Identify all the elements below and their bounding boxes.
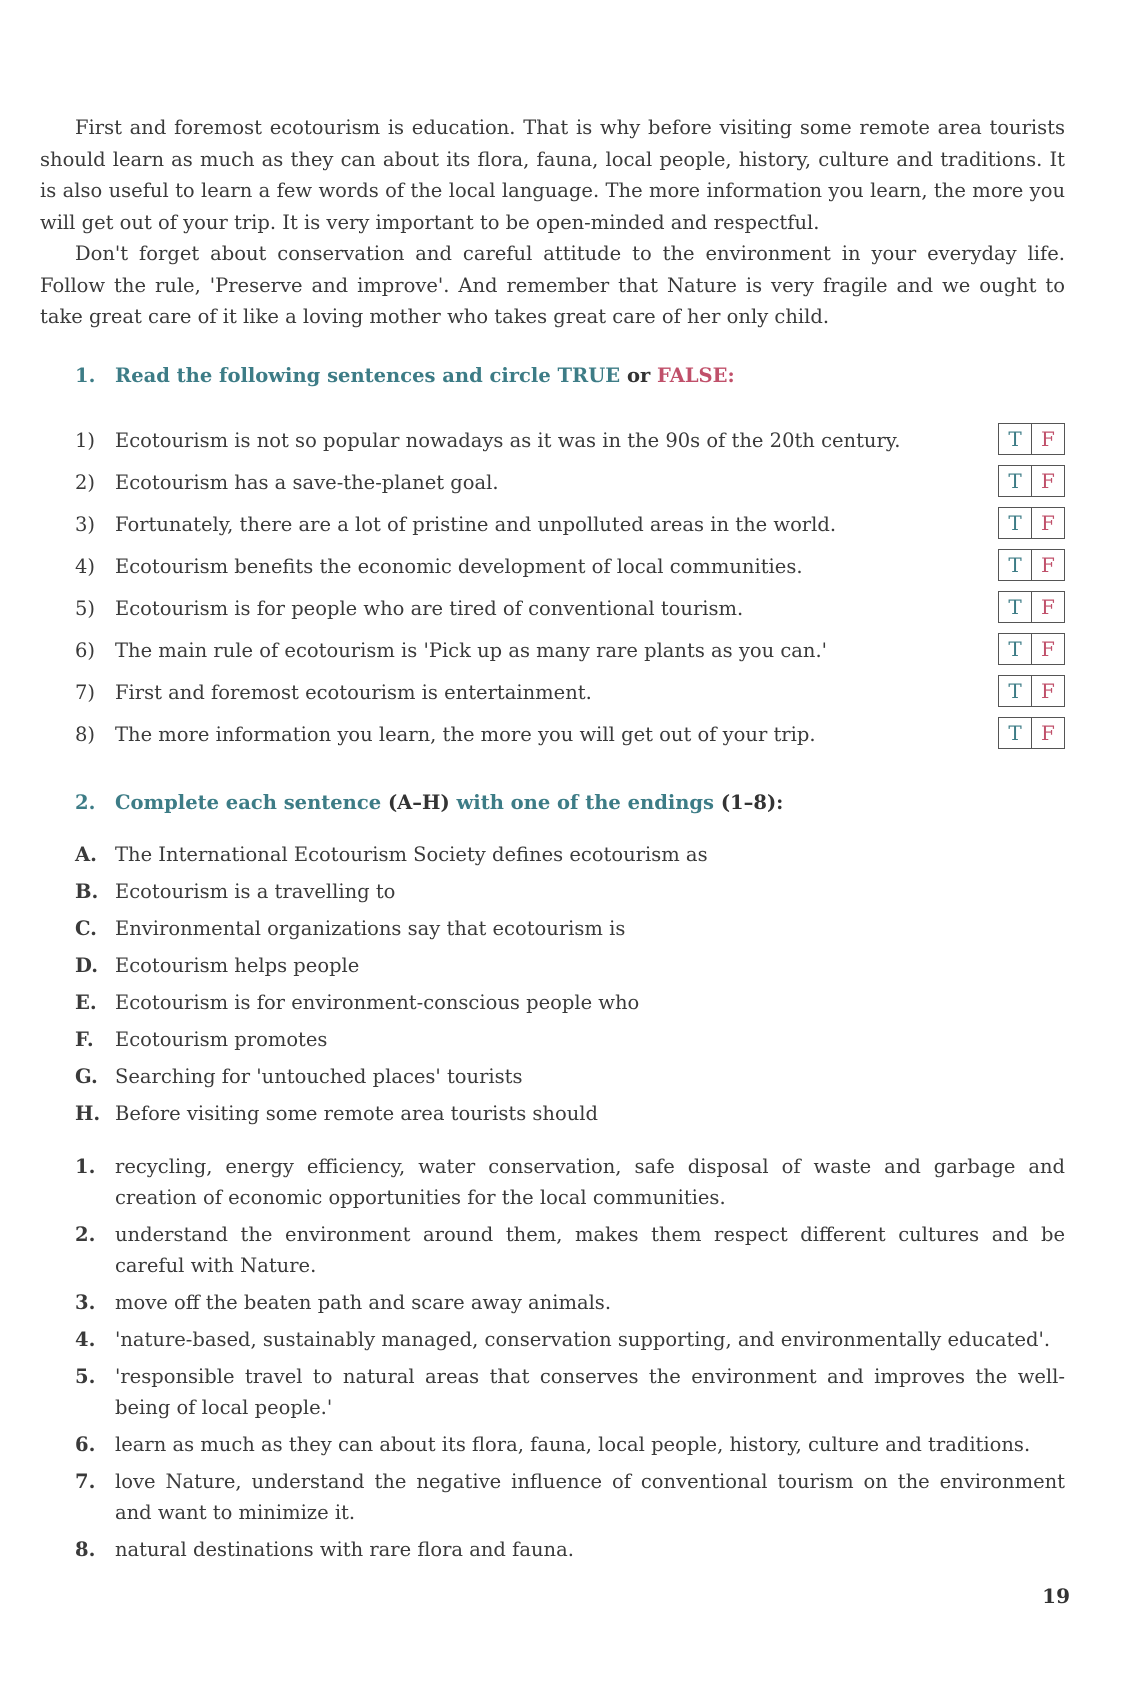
- task-2-number: 2.: [75, 791, 96, 814]
- tf-item-text: The more information you learn, the more you will get out of your trip.: [115, 723, 816, 746]
- task-2-instruction-b: with one of the endings: [456, 791, 715, 814]
- stem-text: The International Ecotourism Society defines ecotourism as: [115, 843, 708, 866]
- ending-text: 'responsible travel to natural areas that conserves the environment and improves the well-being of local people.': [115, 1365, 1065, 1419]
- ending-number: 8.: [75, 1538, 96, 1561]
- stem-text: Ecotourism is for environment-conscious people who: [115, 991, 640, 1014]
- tf-item: [75, 675, 1070, 717]
- false-option[interactable]: F: [1041, 679, 1055, 703]
- stem-item: [75, 950, 1070, 987]
- tf-item-number: 2): [75, 471, 96, 494]
- tf-item: [75, 549, 1070, 591]
- tf-item-number: 3): [75, 513, 96, 536]
- stem-letter: A.: [75, 843, 97, 866]
- stem-letter: G.: [75, 1065, 98, 1088]
- false-option[interactable]: F: [1041, 511, 1055, 535]
- false-option[interactable]: F: [1041, 637, 1055, 661]
- tf-item: [75, 423, 1070, 465]
- tf-item-number: 1): [75, 429, 96, 452]
- tf-item: [75, 591, 1070, 633]
- tf-item-text: Ecotourism benefits the economic development of local communities.: [115, 555, 803, 578]
- true-option[interactable]: T: [999, 550, 1032, 580]
- true-false-list: [75, 423, 1070, 759]
- stem-item: [75, 876, 1070, 913]
- tf-box: [998, 633, 1065, 665]
- true-option[interactable]: T: [999, 592, 1032, 622]
- ending-text: recycling, energy efficiency, water conservation, safe disposal of waste and garbage and creation of economic opportunities for the local communities.: [115, 1155, 1065, 1209]
- stem-letter: C.: [75, 917, 97, 940]
- stem-letter: B.: [75, 880, 99, 903]
- task-1-false-word: FALSE:: [657, 364, 735, 387]
- tf-item: [75, 717, 1070, 759]
- true-option[interactable]: T: [999, 718, 1032, 748]
- tf-item-text: Fortunately, there are a lot of pristine and unpolluted areas in the world.: [115, 513, 837, 536]
- tf-box: [998, 675, 1065, 707]
- tf-item-number: 7): [75, 681, 96, 704]
- task-1-true-word: TRUE: [557, 364, 621, 387]
- ending-number: 4.: [75, 1328, 96, 1351]
- tf-box: [998, 717, 1065, 749]
- true-option[interactable]: T: [999, 676, 1032, 706]
- tf-item-number: 4): [75, 555, 96, 578]
- stem-text: Environmental organizations say that ecotourism is: [115, 917, 626, 940]
- stem-text: Ecotourism is a travelling to: [115, 880, 396, 903]
- task-1-or-word: or: [626, 364, 651, 387]
- stem-item: [75, 1024, 1070, 1061]
- task-1-heading: [75, 364, 735, 387]
- ending-text: love Nature, understand the negative influence of conventional tourism on the environment and want to minimize it.: [115, 1470, 1065, 1524]
- stem-letter: H.: [75, 1102, 101, 1125]
- true-option[interactable]: T: [999, 424, 1032, 454]
- tf-item-text: First and foremost ecotourism is entertainment.: [115, 681, 592, 704]
- ending-item: [75, 1466, 1065, 1528]
- ending-number: 7.: [75, 1470, 96, 1493]
- true-option[interactable]: T: [999, 634, 1032, 664]
- false-option[interactable]: F: [1041, 469, 1055, 493]
- ending-text: learn as much as they can about its flora, fauna, local people, history, culture and traditions.: [115, 1433, 1031, 1456]
- ending-number: 6.: [75, 1433, 96, 1456]
- ending-item: [75, 1324, 1065, 1355]
- stem-item: [75, 1098, 1070, 1135]
- ending-item: [75, 1151, 1065, 1213]
- sentence-stems-list: [75, 839, 1070, 1135]
- tf-item: [75, 633, 1070, 675]
- task-1-number: 1.: [75, 364, 96, 387]
- stem-letter: F.: [75, 1028, 94, 1051]
- ending-text: natural destinations with rare flora and fauna.: [115, 1538, 574, 1561]
- ending-number: 2.: [75, 1223, 96, 1246]
- ending-text: move off the beaten path and scare away animals.: [115, 1291, 612, 1314]
- tf-item-text: Ecotourism is not so popular nowadays as it was in the 90s of the 20th century.: [115, 429, 901, 452]
- ending-number: 5.: [75, 1365, 96, 1388]
- true-option[interactable]: T: [999, 466, 1032, 496]
- stem-item: [75, 1061, 1070, 1098]
- stem-letter: D.: [75, 954, 99, 977]
- page-number: 19: [1042, 1584, 1070, 1608]
- stem-text: Before visiting some remote area tourists should: [115, 1102, 598, 1125]
- tf-item: [75, 465, 1070, 507]
- false-option[interactable]: F: [1041, 595, 1055, 619]
- task-1-instruction: Read the following sentences and circle: [115, 364, 551, 387]
- false-option[interactable]: F: [1041, 427, 1055, 451]
- ending-number: 3.: [75, 1291, 96, 1314]
- endings-list: [75, 1151, 1065, 1571]
- intro-paragraph-1: First and foremost ecotourism is education. That is why before visiting some remote area tourists should learn as much as they can about its flora, fauna, local people, history, culture and traditions. It is also useful to learn a few words of the local language. The more information you learn, the more you will get out of your trip. It is very important to be open-minded and respectful.: [40, 116, 1065, 234]
- ending-text: understand the environment around them, makes them respect different cultures and be careful with Nature.: [115, 1223, 1065, 1277]
- stem-item: [75, 839, 1070, 876]
- tf-item-number: 8): [75, 723, 96, 746]
- ending-item: [75, 1429, 1065, 1460]
- tf-box: [998, 507, 1065, 539]
- task-2-range-b: (1–8):: [720, 791, 784, 814]
- stem-item: [75, 987, 1070, 1024]
- tf-item-number: 6): [75, 639, 96, 662]
- tf-item-text: Ecotourism is for people who are tired of conventional tourism.: [115, 597, 744, 620]
- intro-paragraph-2: Don't forget about conservation and careful attitude to the environment in your everyday life. Follow the rule, 'Preserve and improve'. And remember that Nature is very fragile and we ought to take great care of it like a loving mother who takes great care of her only child.: [40, 242, 1065, 328]
- ending-item: [75, 1534, 1065, 1565]
- stem-text: Ecotourism helps people: [115, 954, 360, 977]
- false-option[interactable]: F: [1041, 553, 1055, 577]
- stem-item: [75, 913, 1070, 950]
- ending-number: 1.: [75, 1155, 96, 1178]
- ending-item: [75, 1287, 1065, 1318]
- task-2-instruction-a: Complete each sentence: [115, 791, 382, 814]
- tf-item-text: Ecotourism has a save-the-planet goal.: [115, 471, 499, 494]
- true-option[interactable]: T: [999, 508, 1032, 538]
- false-option[interactable]: F: [1041, 721, 1055, 745]
- tf-box: [998, 549, 1065, 581]
- ending-item: [75, 1361, 1065, 1423]
- task-2-heading: [75, 791, 783, 814]
- ending-text: 'nature-based, sustainably managed, conservation supporting, and environmentally educated'.: [115, 1328, 1051, 1351]
- stem-text: Searching for 'untouched places' tourists: [115, 1065, 523, 1088]
- tf-item-text: The main rule of ecotourism is 'Pick up as many rare plants as you can.': [115, 639, 828, 662]
- tf-box: [998, 423, 1065, 455]
- ending-item: [75, 1219, 1065, 1281]
- tf-box: [998, 591, 1065, 623]
- stem-letter: E.: [75, 991, 97, 1014]
- task-2-range-a: (A–H): [387, 791, 450, 814]
- tf-item-number: 5): [75, 597, 96, 620]
- stem-text: Ecotourism promotes: [115, 1028, 328, 1051]
- tf-item: [75, 507, 1070, 549]
- tf-box: [998, 465, 1065, 497]
